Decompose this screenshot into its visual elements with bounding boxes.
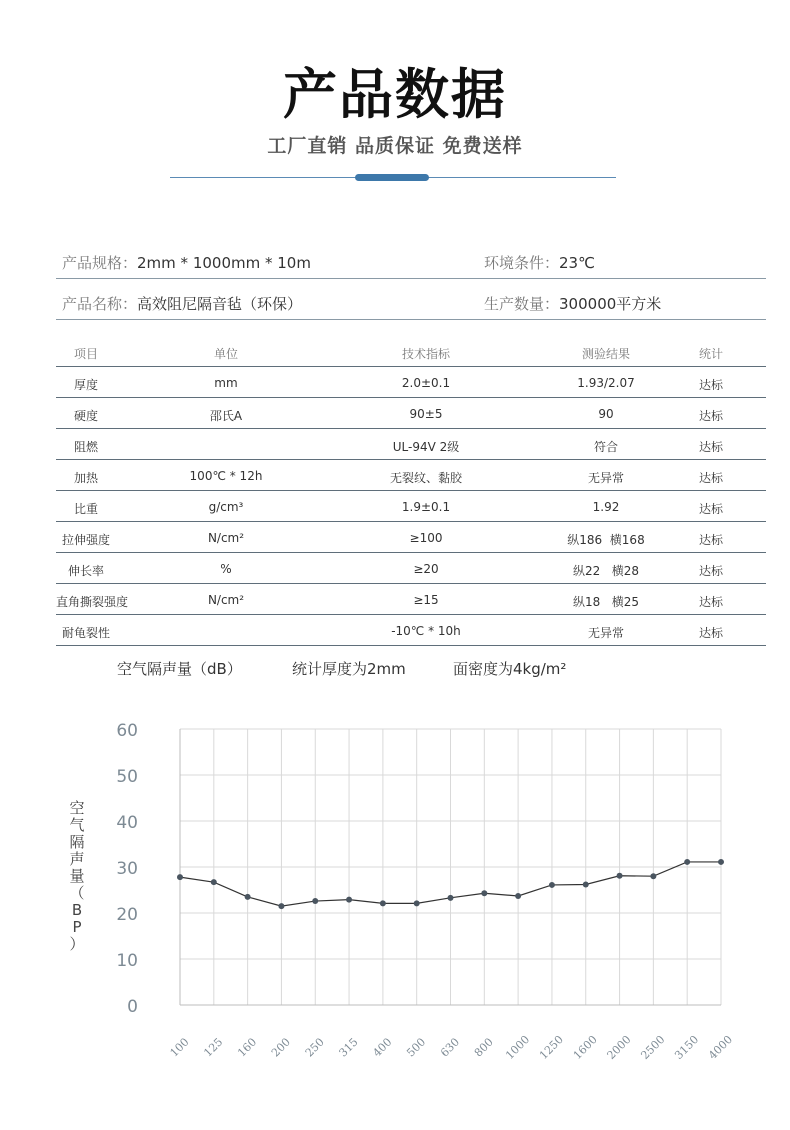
y-tick-label: 0 <box>127 997 138 1017</box>
cell-result: 纵18 横25 <box>573 595 639 609</box>
chart-caption-thickness: 统计厚度为2mm <box>292 660 406 678</box>
y-axis-label-char: 气 <box>69 816 85 834</box>
header-unit: 单位 <box>213 347 238 361</box>
y-axis-label-char: ） <box>69 935 85 953</box>
cell-stat: 达标 <box>698 471 723 485</box>
table-row <box>56 398 766 429</box>
data-point <box>278 903 284 909</box>
table-row <box>56 553 766 584</box>
y-tick-label: 40 <box>116 813 138 833</box>
y-axis-label-char: 声 <box>69 850 85 868</box>
name-value: 高效阻尼隔音毡（环保） <box>137 295 303 313</box>
env-value: 23℃ <box>559 254 595 272</box>
y-tick-label: 30 <box>116 859 138 879</box>
data-point <box>380 900 386 906</box>
x-tick-label: 1600 <box>570 1033 600 1063</box>
table-row <box>56 429 766 460</box>
cell-spec: 1.9±0.1 <box>401 500 451 514</box>
y-tick-label: 20 <box>116 905 138 925</box>
data-point <box>617 873 623 879</box>
cell-spec: 2.0±0.1 <box>401 376 451 390</box>
cell-item: 加热 <box>73 471 98 485</box>
y-axis-label-char: B <box>71 901 83 919</box>
header-stat: 统计 <box>698 347 723 361</box>
cell-result: 无异常 <box>587 471 624 485</box>
data-point <box>211 879 217 885</box>
data-point <box>515 893 521 899</box>
spec-field <box>62 252 311 273</box>
cell-unit: N/cm² <box>207 531 245 545</box>
x-tick-label: 630 <box>438 1035 463 1060</box>
x-tick-label: 2500 <box>638 1033 668 1063</box>
cell-unit: N/cm² <box>207 593 245 607</box>
cell-spec: -10℃ * 10h <box>391 624 461 638</box>
data-point <box>245 894 251 900</box>
cell-result: 1.92 <box>592 500 620 514</box>
x-tick-label: 500 <box>404 1035 429 1060</box>
cell-item: 阻燃 <box>73 440 98 454</box>
cell-spec: ≥100 <box>409 531 443 545</box>
chart-caption-unit: 空气隔声量（dB） <box>117 660 242 678</box>
data-point <box>481 890 487 896</box>
cell-item: 硬度 <box>73 409 98 423</box>
cell-stat: 达标 <box>698 502 723 516</box>
cell-item: 直角撕裂强度 <box>56 595 129 609</box>
data-point <box>718 859 724 865</box>
x-tick-label: 160 <box>235 1035 260 1060</box>
x-tick-label: 200 <box>268 1035 293 1060</box>
x-tick-label: 3150 <box>672 1033 702 1063</box>
cell-stat: 达标 <box>698 595 723 609</box>
spec-label: 产品规格： <box>62 254 138 272</box>
cell-result: 纵186 横168 <box>567 533 645 547</box>
cell-item: 耐龟裂性 <box>61 626 110 640</box>
x-tick-label: 2000 <box>604 1033 634 1063</box>
cell-spec: ≥15 <box>413 593 439 607</box>
env-field <box>484 252 595 273</box>
cell-spec: 90±5 <box>409 407 443 421</box>
cell-spec: 无裂纹、黏胶 <box>389 471 462 485</box>
x-tick-label: 1000 <box>503 1033 533 1063</box>
y-axis-label-char: 空 <box>69 799 85 817</box>
y-axis-label-char: （ <box>69 884 85 902</box>
data-point <box>549 882 555 888</box>
y-axis-label-char: 量 <box>69 867 85 885</box>
cell-item: 比重 <box>73 502 98 516</box>
cell-spec: UL-94V 2级 <box>392 440 460 454</box>
sound-insulation-chart <box>0 700 790 1130</box>
data-point <box>177 874 183 880</box>
header-spec: 技术指标 <box>401 347 450 361</box>
cell-stat: 达标 <box>698 533 723 547</box>
table-row <box>56 491 766 522</box>
data-point <box>650 873 656 879</box>
x-tick-label: 4000 <box>706 1033 736 1063</box>
data-point <box>684 859 690 865</box>
title-accent-bar <box>355 174 429 181</box>
data-point <box>583 881 589 887</box>
env-label: 环境条件： <box>484 254 560 272</box>
cell-unit: % <box>220 562 232 576</box>
chart-caption-density: 面密度为4kg/m² <box>453 660 567 678</box>
table-row <box>56 522 766 553</box>
header-item: 项目 <box>73 347 98 361</box>
x-tick-label: 100 <box>167 1035 192 1060</box>
cell-unit: g/cm³ <box>208 500 244 514</box>
cell-result: 无异常 <box>587 626 624 640</box>
cell-spec: ≥20 <box>413 562 439 576</box>
cell-item: 拉伸强度 <box>61 533 110 547</box>
x-tick-label: 1250 <box>536 1033 566 1063</box>
cell-result: 90 <box>598 407 614 421</box>
y-tick-label: 60 <box>116 721 138 741</box>
header-result: 测验结果 <box>581 347 630 361</box>
cell-item: 伸长率 <box>67 564 104 578</box>
name-field <box>62 293 302 314</box>
x-tick-label: 315 <box>336 1035 361 1060</box>
data-point <box>312 898 318 904</box>
cell-item: 厚度 <box>73 378 98 392</box>
data-point <box>414 900 420 906</box>
cell-stat: 达标 <box>698 564 723 578</box>
cell-result: 纵22 横28 <box>573 564 639 578</box>
y-tick-label: 10 <box>116 951 138 971</box>
cell-result: 1.93/2.07 <box>577 376 635 390</box>
cell-stat: 达标 <box>698 626 723 640</box>
x-tick-label: 250 <box>302 1035 327 1060</box>
cell-unit: 100℃ * 12h <box>189 469 263 483</box>
name-label: 产品名称： <box>62 295 138 313</box>
page-subtitle: 工厂直销 品质保证 免费送样 <box>267 135 523 157</box>
spec-value: 2mm * 1000mm * 10m <box>137 254 311 272</box>
qty-field <box>484 293 661 314</box>
cell-result: 符合 <box>593 440 618 454</box>
data-point <box>448 895 454 901</box>
y-axis-label-char: 隔 <box>69 833 85 851</box>
table-row <box>56 367 766 398</box>
x-tick-label: 125 <box>201 1035 226 1060</box>
qty-value: 300000平方米 <box>559 295 662 313</box>
cell-stat: 达标 <box>698 378 723 392</box>
cell-stat: 达标 <box>698 440 723 454</box>
qty-label: 生产数量： <box>484 295 560 313</box>
y-axis-label-char: P <box>72 918 82 936</box>
x-tick-label: 400 <box>370 1035 395 1060</box>
table-row <box>56 460 766 491</box>
info-row-spec <box>56 238 766 279</box>
table-header <box>56 341 766 367</box>
spec-table <box>56 341 766 646</box>
cell-unit: 邵氏A <box>209 409 243 423</box>
table-row <box>56 584 766 615</box>
cell-stat: 达标 <box>698 409 723 423</box>
data-point <box>346 897 352 903</box>
table-row <box>56 615 766 646</box>
x-tick-label: 800 <box>471 1035 496 1060</box>
info-row-name <box>56 279 766 320</box>
y-tick-label: 50 <box>116 767 138 787</box>
page-title: 产品数据 <box>283 63 507 126</box>
cell-unit: mm <box>214 376 238 390</box>
